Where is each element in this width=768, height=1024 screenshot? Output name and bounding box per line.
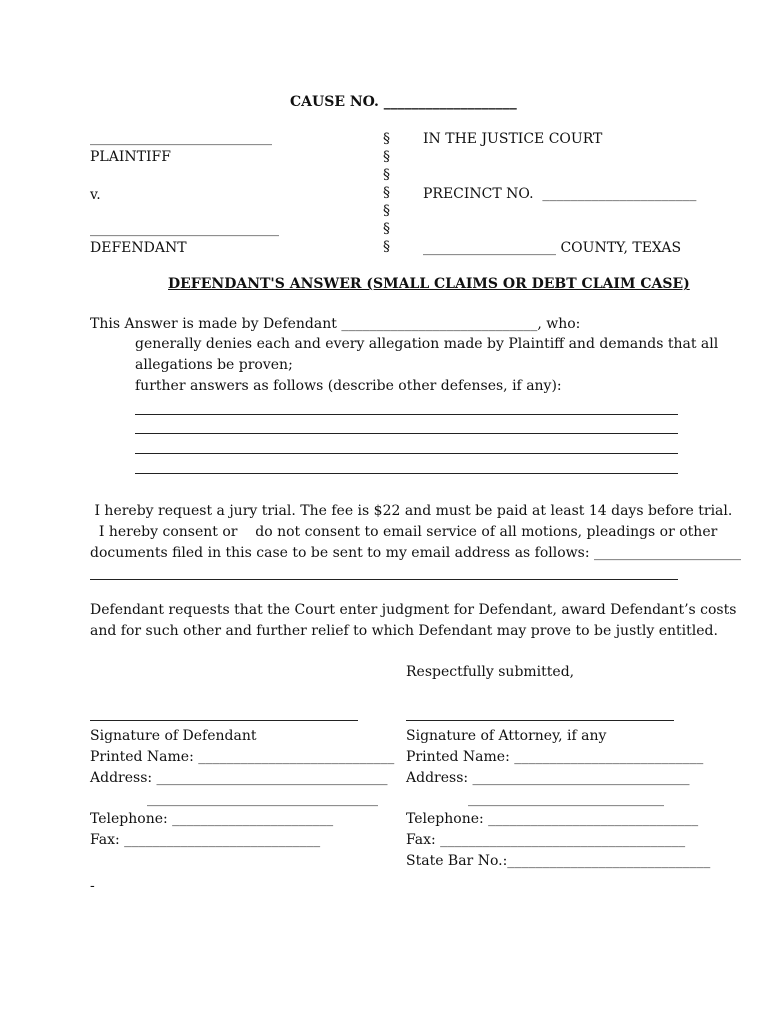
deny-option-line1[interactable]: generally denies each and every allegation made by Plaintiff and demands that all [135,336,719,352]
document-heading: DEFENDANT'S ANSWER (SMALL CLAIMS OR DEBT CLAIM CASE) [168,276,690,292]
defendant-signature-label: Signature of Defendant [90,728,257,744]
defense-line[interactable] [135,453,678,454]
defense-line[interactable] [135,433,678,434]
attorney-signature-line[interactable] [406,720,674,721]
section-symbol: § [383,239,390,255]
deny-option-line2: allegations be proven; [135,357,293,373]
section-symbol: § [383,203,390,219]
email-consent-line2[interactable]: documents filed in this case to be sent to my email address as follows: _____________________ [90,545,741,561]
judgment-request-line1: Defendant requests that the Court enter judgment for Defendant, award Defendant’s costs [90,602,737,618]
court-name: IN THE JUSTICE COURT [423,131,603,147]
jury-trial-request[interactable]: I hereby request a jury trial. The fee is $22 and must be paid at least 14 days before trial. [90,503,733,519]
email-consent-line1[interactable]: I hereby consent or do not consent to email service of all motions, pleadings or other [90,524,718,540]
judgment-request-line2: and for such other and further relief to which Defendant may prove to be justly entitled. [90,623,718,639]
defendant-blank[interactable]: ___________________________ [90,221,279,237]
defendant-telephone[interactable]: Telephone: _______________________ [90,811,334,827]
attorney-address-line2[interactable]: ____________________________ [468,791,664,807]
section-symbol: § [383,185,390,201]
defendant-address-line2[interactable]: _________________________________ [147,791,378,807]
section-symbol: § [383,131,390,147]
county-field[interactable]: ___________________ COUNTY, TEXAS [423,240,682,256]
attorney-address[interactable]: Address: _______________________________ [406,770,690,786]
plaintiff-label: PLAINTIFF [90,149,171,165]
respectfully-submitted: Respectfully submitted, [406,664,575,680]
footer-mark: - [90,878,95,894]
defendant-address[interactable]: Address: _________________________________ [90,770,388,786]
section-symbol: § [383,149,390,165]
attorney-state-bar-number[interactable]: State Bar No.:_____________________________ [406,853,711,869]
cause-number: CAUSE NO. ___________________ [290,94,517,110]
defense-line[interactable] [135,414,678,415]
plaintiff-blank[interactable]: __________________________ [90,130,272,146]
email-address-line[interactable] [90,579,678,580]
defendant-signature-line[interactable] [90,720,358,721]
attorney-signature-label: Signature of Attorney, if any [406,728,607,744]
section-symbol: § [383,221,390,237]
section-symbol: § [383,167,390,183]
attorney-printed-name[interactable]: Printed Name: ___________________________ [406,749,704,765]
attorney-telephone[interactable]: Telephone: ______________________________ [406,811,699,827]
defendant-printed-name[interactable]: Printed Name: ____________________________ [90,749,395,765]
attorney-fax[interactable]: Fax: ___________________________________ [406,832,686,848]
answer-intro: This Answer is made by Defendant ____________________________, who: [90,316,581,332]
precinct-field[interactable]: PRECINCT NO. ______________________ [423,186,697,202]
defendant-fax[interactable]: Fax: ____________________________ [90,832,321,848]
versus-label: v. [90,187,101,203]
further-answers-option[interactable]: further answers as follows (describe other defenses, if any): [135,378,562,394]
defendant-label: DEFENDANT [90,240,187,256]
defense-line[interactable] [135,473,678,474]
